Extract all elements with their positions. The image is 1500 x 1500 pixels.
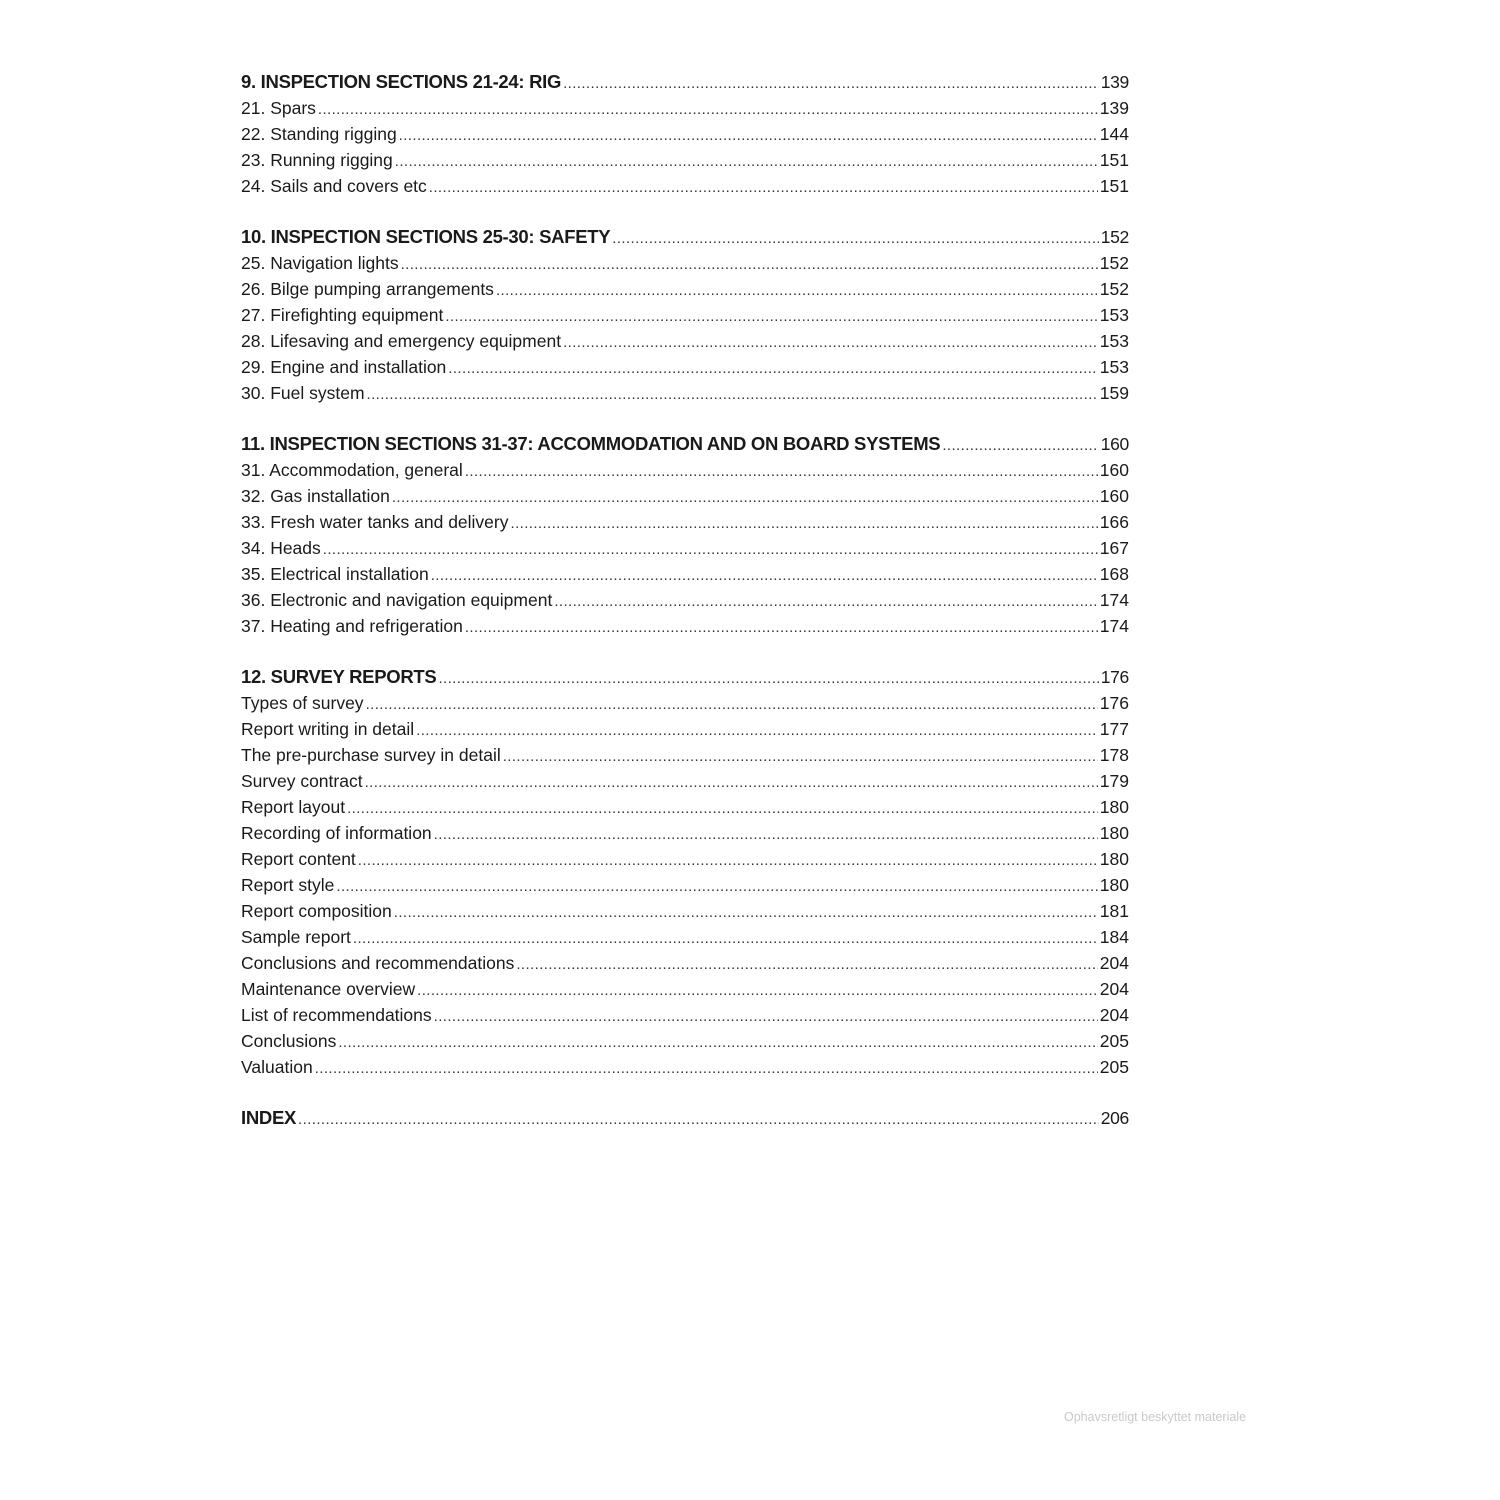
toc-entry-title: Sample report — [241, 927, 351, 947]
dot-leader — [401, 252, 1098, 278]
toc-entry-title: 29. Engine and installation — [241, 357, 447, 377]
dot-leader — [465, 459, 1098, 485]
toc-entry-page-number: 160 — [1099, 486, 1129, 506]
toc-entry-page-number: 179 — [1099, 771, 1129, 791]
toc-entry-page-number: 204 — [1099, 979, 1129, 999]
toc-entry-page-number: 180 — [1099, 797, 1129, 817]
toc-entry-title: Recording of information — [241, 823, 432, 843]
toc-entry[interactable] — [241, 121, 1129, 147]
dot-leader — [445, 304, 1097, 330]
dot-leader — [503, 744, 1098, 770]
dot-leader — [338, 1030, 1097, 1056]
toc-entry[interactable] — [241, 768, 1129, 794]
toc-entry-page-number: 205 — [1099, 1031, 1129, 1051]
toc-entry-title: Conclusions and recommendations — [241, 953, 515, 973]
toc-entry[interactable] — [241, 561, 1129, 587]
toc-entry-page-number: 181 — [1099, 901, 1129, 921]
toc-entry-page-number: 204 — [1099, 1005, 1129, 1025]
toc-entry-page-number: 204 — [1099, 953, 1129, 973]
dot-leader — [563, 330, 1098, 356]
toc-entry-title: 30. Fuel system — [241, 383, 365, 403]
dot-leader — [347, 796, 1098, 822]
dot-leader — [353, 926, 1098, 952]
dot-leader — [434, 822, 1098, 848]
toc-entry-page-number: 166 — [1099, 512, 1129, 532]
toc-entry-page-number: 205 — [1099, 1057, 1129, 1077]
toc-entry-page-number: 139 — [1099, 98, 1129, 118]
toc-entry-page-number: 160 — [1099, 460, 1129, 480]
toc-entry-page-number: 176 — [1099, 693, 1129, 713]
toc-chapter-heading-title: 9. INSPECTION SECTIONS 21-24: RIG — [241, 71, 562, 92]
toc-entry-title: Valuation — [241, 1057, 313, 1077]
toc-chapter-heading[interactable] — [241, 1105, 1129, 1131]
toc-entry[interactable] — [241, 742, 1129, 768]
toc-entry-page-number: 177 — [1099, 719, 1129, 739]
toc-entry[interactable] — [241, 846, 1129, 872]
toc-chapter-heading-page-number: 206 — [1100, 1108, 1129, 1128]
toc-section — [241, 224, 1129, 406]
toc-entry[interactable] — [241, 457, 1129, 483]
toc-entry-page-number: 168 — [1099, 564, 1129, 584]
dot-leader — [516, 952, 1097, 978]
toc-entry-title: Report composition — [241, 901, 392, 921]
toc-entry[interactable] — [241, 276, 1129, 302]
toc-chapter-heading-title: INDEX — [241, 1107, 297, 1128]
dot-leader — [367, 382, 1098, 408]
toc-entry-title: 34. Heads — [241, 538, 321, 558]
toc-entry-title: Report style — [241, 875, 335, 895]
toc-entry[interactable] — [241, 794, 1129, 820]
dot-leader — [563, 71, 1099, 97]
toc-chapter-heading[interactable] — [241, 69, 1129, 95]
dot-leader — [438, 666, 1098, 692]
toc-entry[interactable] — [241, 535, 1129, 561]
toc-entry[interactable] — [241, 950, 1129, 976]
toc-chapter-heading-page-number: 139 — [1100, 72, 1129, 92]
toc-entry-title: Types of survey — [241, 693, 364, 713]
toc-entry-title: 32. Gas installation — [241, 486, 390, 506]
table-of-contents — [241, 69, 1129, 1156]
toc-entry-title: Conclusions — [241, 1031, 337, 1051]
toc-entry-title: 25. Navigation lights — [241, 253, 399, 273]
dot-leader — [942, 433, 1098, 459]
toc-entry-page-number: 178 — [1099, 745, 1129, 765]
toc-entry[interactable] — [241, 1002, 1129, 1028]
toc-entry-page-number: 180 — [1099, 875, 1129, 895]
toc-chapter-heading-title: 12. SURVEY REPORTS — [241, 666, 437, 687]
toc-chapter-heading-title: 11. INSPECTION SECTIONS 31-37: ACCOMMODATION AND ON BOARD SYSTEMS — [241, 433, 941, 454]
toc-entry-page-number: 180 — [1099, 823, 1129, 843]
toc-entry-page-number: 153 — [1099, 331, 1129, 351]
toc-entry[interactable] — [241, 820, 1129, 846]
dot-leader — [399, 123, 1098, 149]
dot-leader — [392, 485, 1098, 511]
toc-entry[interactable] — [241, 354, 1129, 380]
toc-entry-page-number: 184 — [1099, 927, 1129, 947]
toc-entry[interactable] — [241, 95, 1129, 121]
toc-entry-title: Report content — [241, 849, 356, 869]
toc-entry-title: 28. Lifesaving and emergency equipment — [241, 331, 562, 351]
dot-leader — [448, 356, 1098, 382]
toc-entry[interactable] — [241, 690, 1129, 716]
toc-entry-page-number: 152 — [1099, 279, 1129, 299]
dot-leader — [323, 537, 1098, 563]
dot-leader — [465, 615, 1098, 641]
toc-entry-title: 36. Electronic and navigation equipment — [241, 590, 553, 610]
toc-entry-title: List of recommendations — [241, 1005, 432, 1025]
toc-section — [241, 1105, 1129, 1131]
toc-entry-title: 26. Bilge pumping arrangements — [241, 279, 494, 299]
dot-leader — [612, 226, 1098, 252]
dot-leader — [394, 900, 1098, 926]
toc-section — [241, 664, 1129, 1080]
dot-leader — [416, 718, 1098, 744]
toc-entry[interactable] — [241, 173, 1129, 199]
toc-entry-page-number: 153 — [1099, 305, 1129, 325]
toc-chapter-heading[interactable] — [241, 224, 1129, 250]
toc-entry[interactable] — [241, 976, 1129, 1002]
toc-entry-page-number: 151 — [1099, 150, 1129, 170]
toc-chapter-heading-page-number: 176 — [1100, 667, 1129, 687]
toc-entry-page-number: 144 — [1099, 124, 1129, 144]
toc-entry-title: 31. Accommodation, general — [241, 460, 463, 480]
dot-leader — [417, 978, 1098, 1004]
toc-entry[interactable] — [241, 483, 1129, 509]
toc-entry-title: 37. Heating and refrigeration — [241, 616, 463, 636]
toc-entry[interactable] — [241, 716, 1129, 742]
dot-leader — [395, 149, 1098, 175]
toc-entry-title: Survey contract — [241, 771, 363, 791]
toc-entry-title: Report layout — [241, 797, 346, 817]
toc-entry-title: 23. Running rigging — [241, 150, 393, 170]
toc-chapter-heading-page-number: 160 — [1100, 434, 1129, 454]
toc-entry-page-number: 152 — [1099, 253, 1129, 273]
dot-leader — [318, 97, 1098, 123]
toc-entry[interactable] — [241, 613, 1129, 639]
toc-entry-title: 35. Electrical installation — [241, 564, 429, 584]
toc-section — [241, 431, 1129, 639]
dot-leader — [365, 770, 1098, 796]
dot-leader — [315, 1056, 1098, 1082]
dot-leader — [431, 563, 1098, 589]
toc-entry-page-number: 153 — [1099, 357, 1129, 377]
dot-leader — [298, 1107, 1099, 1133]
toc-entry-title: 22. Standing rigging — [241, 124, 397, 144]
toc-entry-title: Maintenance overview — [241, 979, 416, 999]
toc-entry-title: 33. Fresh water tanks and delivery — [241, 512, 509, 532]
toc-entry-title: The pre-purchase survey in detail — [241, 745, 501, 765]
toc-entry-title: Report writing in detail — [241, 719, 415, 739]
toc-entry[interactable] — [241, 587, 1129, 613]
toc-entry[interactable] — [241, 1054, 1129, 1080]
toc-entry[interactable] — [241, 380, 1129, 406]
toc-entry-page-number: 174 — [1099, 590, 1129, 610]
toc-entry[interactable] — [241, 1028, 1129, 1054]
toc-entry[interactable] — [241, 872, 1129, 898]
toc-entry-page-number: 180 — [1099, 849, 1129, 869]
toc-entry-page-number: 151 — [1099, 176, 1129, 196]
toc-entry[interactable] — [241, 302, 1129, 328]
dot-leader — [554, 589, 1097, 615]
toc-entry-title: 27. Firefighting equipment — [241, 305, 444, 325]
toc-chapter-heading-page-number: 152 — [1100, 227, 1129, 247]
copyright-watermark: Ophavsretligt beskyttet materiale — [1064, 1410, 1247, 1424]
toc-entry-title: 21. Spars — [241, 98, 316, 118]
toc-entry[interactable] — [241, 328, 1129, 354]
toc-chapter-heading[interactable] — [241, 664, 1129, 690]
toc-entry-page-number: 159 — [1099, 383, 1129, 403]
dot-leader — [429, 175, 1098, 201]
dot-leader — [496, 278, 1098, 304]
toc-section — [241, 69, 1129, 199]
toc-entry[interactable] — [241, 509, 1129, 535]
toc-chapter-heading[interactable] — [241, 431, 1129, 457]
toc-entry-title: 24. Sails and covers etc — [241, 176, 427, 196]
dot-leader — [511, 511, 1098, 537]
toc-entry[interactable] — [241, 147, 1129, 173]
toc-entry-page-number: 174 — [1099, 616, 1129, 636]
dot-leader — [336, 874, 1097, 900]
toc-entry-page-number: 167 — [1099, 538, 1129, 558]
toc-entry[interactable] — [241, 250, 1129, 276]
dot-leader — [434, 1004, 1098, 1030]
dot-leader — [366, 692, 1098, 718]
toc-chapter-heading-title: 10. INSPECTION SECTIONS 25-30: SAFETY — [241, 226, 611, 247]
toc-entry[interactable] — [241, 898, 1129, 924]
dot-leader — [358, 848, 1098, 874]
toc-entry[interactable] — [241, 924, 1129, 950]
